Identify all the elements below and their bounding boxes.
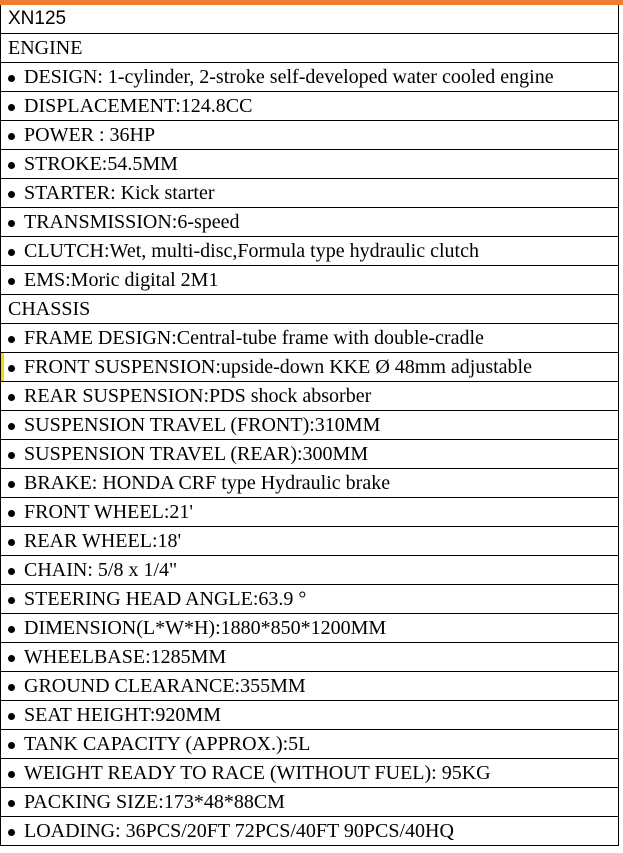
bullet-icon bbox=[8, 162, 15, 169]
bullet-icon bbox=[8, 75, 15, 82]
bullet-icon bbox=[8, 539, 15, 546]
bullet-icon bbox=[8, 481, 15, 488]
bullet-icon bbox=[8, 336, 15, 343]
chassis-spec-row[interactable] bbox=[1, 701, 618, 730]
bullet-icon bbox=[8, 220, 15, 227]
engine-spec-text: DESIGN: 1-cylinder, 2-stroke self-developed water cooled engine bbox=[24, 65, 554, 88]
chassis-spec-row[interactable] bbox=[1, 498, 618, 527]
chassis-spec-text: SEAT HEIGHT:920MM bbox=[24, 703, 221, 726]
chassis-spec-text: FRONT SUSPENSION:upside-down KKE Ø 48mm adjustable bbox=[24, 355, 532, 378]
chassis-spec-row[interactable] bbox=[1, 730, 618, 759]
chassis-spec-text: SUSPENSION TRAVEL (FRONT):310MM bbox=[24, 413, 381, 436]
chassis-spec-row[interactable] bbox=[1, 440, 618, 469]
chassis-spec-list bbox=[1, 324, 618, 846]
engine-heading-cell[interactable]: ENGINE bbox=[1, 34, 618, 63]
engine-spec-row[interactable] bbox=[1, 121, 618, 150]
chassis-spec-text: FRAME DESIGN:Central-tube frame with double-cradle bbox=[24, 326, 484, 349]
bullet-icon bbox=[8, 771, 15, 778]
chassis-spec-row[interactable] bbox=[1, 382, 618, 411]
engine-spec-row[interactable] bbox=[1, 237, 618, 266]
chassis-spec-row[interactable] bbox=[1, 672, 618, 701]
chassis-spec-text: GROUND CLEARANCE:355MM bbox=[24, 674, 306, 697]
model-title-cell[interactable]: XN125 bbox=[1, 5, 618, 34]
chassis-spec-row[interactable] bbox=[1, 585, 618, 614]
chassis-spec-row[interactable] bbox=[1, 556, 618, 585]
bullet-icon bbox=[8, 713, 15, 720]
chassis-spec-text: REAR WHEEL:18' bbox=[24, 529, 182, 552]
bullet-icon bbox=[8, 133, 15, 140]
engine-spec-text: STARTER: Kick starter bbox=[24, 181, 215, 204]
bullet-icon bbox=[8, 394, 15, 401]
engine-spec-list bbox=[1, 63, 618, 295]
bullet-icon bbox=[8, 249, 15, 256]
chassis-spec-text: REAR SUSPENSION:PDS shock absorber bbox=[24, 384, 372, 407]
chassis-spec-row[interactable] bbox=[1, 643, 618, 672]
bullet-icon bbox=[8, 655, 15, 662]
engine-spec-text: STROKE:54.5MM bbox=[24, 152, 178, 175]
chassis-spec-text: LOADING: 36PCS/20FT 72PCS/40FT 90PCS/40HQ bbox=[24, 819, 454, 842]
bullet-icon bbox=[8, 510, 15, 517]
bullet-icon bbox=[8, 684, 15, 691]
chassis-spec-row[interactable] bbox=[1, 788, 618, 817]
chassis-spec-row[interactable] bbox=[1, 759, 618, 788]
bullet-icon bbox=[8, 742, 15, 749]
chassis-spec-text: DIMENSION(L*W*H):1880*850*1200MM bbox=[24, 616, 387, 639]
bullet-icon bbox=[8, 452, 15, 459]
bullet-icon bbox=[8, 800, 15, 807]
chassis-spec-text: WEIGHT READY TO RACE (WITHOUT FUEL): 95KG bbox=[24, 761, 491, 784]
engine-spec-text: DISPLACEMENT:124.8CC bbox=[24, 94, 253, 117]
bullet-icon bbox=[8, 191, 15, 198]
chassis-spec-text: FRONT WHEEL:21' bbox=[24, 500, 193, 523]
chassis-heading-cell[interactable]: CHASSIS bbox=[1, 295, 618, 324]
engine-spec-text: CLUTCH:Wet, multi-disc,Formula type hydraulic clutch bbox=[24, 239, 479, 262]
chassis-spec-row[interactable] bbox=[1, 324, 618, 353]
bullet-icon bbox=[8, 568, 15, 575]
engine-spec-text: EMS:Moric digital 2M1 bbox=[24, 268, 219, 291]
chassis-spec-row[interactable] bbox=[1, 353, 618, 382]
bullet-icon bbox=[8, 423, 15, 430]
chassis-spec-text: STEERING HEAD ANGLE:63.9 ° bbox=[24, 587, 307, 610]
chassis-spec-text: TANK CAPACITY (APPROX.):5L bbox=[24, 732, 311, 755]
bullet-icon bbox=[8, 365, 15, 372]
bullet-icon bbox=[8, 829, 15, 836]
chassis-spec-text: PACKING SIZE:173*48*88CM bbox=[24, 790, 285, 813]
bullet-icon bbox=[8, 104, 15, 111]
chassis-spec-text: CHAIN: 5/8 x 1/4" bbox=[24, 558, 178, 581]
engine-spec-text: TRANSMISSION:6-speed bbox=[24, 210, 240, 233]
engine-spec-row[interactable] bbox=[1, 92, 618, 121]
engine-spec-text: POWER : 36HP bbox=[24, 123, 156, 146]
engine-spec-row[interactable] bbox=[1, 179, 618, 208]
engine-spec-row[interactable] bbox=[1, 150, 618, 179]
bullet-icon bbox=[8, 597, 15, 604]
engine-spec-row[interactable] bbox=[1, 208, 618, 237]
chassis-spec-row[interactable] bbox=[1, 817, 618, 846]
spec-table bbox=[0, 5, 619, 846]
chassis-spec-row[interactable] bbox=[1, 614, 618, 643]
chassis-spec-text: SUSPENSION TRAVEL (REAR):300MM bbox=[24, 442, 369, 465]
bullet-icon bbox=[8, 278, 15, 285]
bullet-icon bbox=[8, 626, 15, 633]
chassis-spec-row[interactable] bbox=[1, 469, 618, 498]
chassis-spec-row[interactable] bbox=[1, 527, 618, 556]
engine-spec-row[interactable] bbox=[1, 63, 618, 92]
engine-spec-row[interactable] bbox=[1, 266, 618, 295]
chassis-spec-text: BRAKE: HONDA CRF type Hydraulic brake bbox=[24, 471, 391, 494]
chassis-spec-text: WHEELBASE:1285MM bbox=[24, 645, 227, 668]
chassis-spec-row[interactable] bbox=[1, 411, 618, 440]
